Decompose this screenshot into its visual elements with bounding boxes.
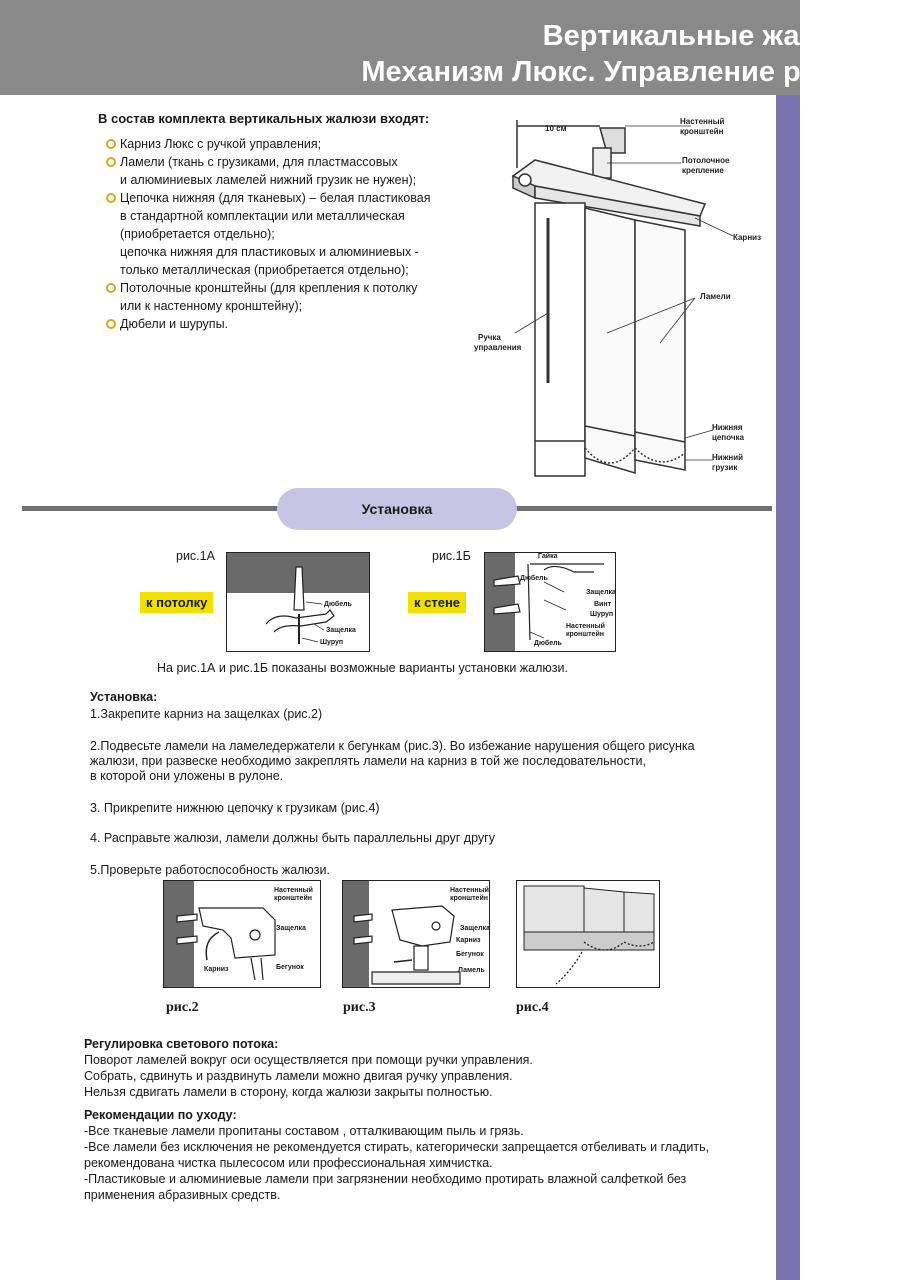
bottom-weight-label-2: грузик xyxy=(712,463,738,472)
step-5: 5.Проверьте работоспособность жалюзи. xyxy=(90,863,330,877)
light-line-2: Собрать, сдвинуть и раздвинуть ламели можно двигая ручку управления. xyxy=(84,1069,513,1083)
cornice-label: Карниз xyxy=(733,233,762,242)
fig3-wall-bracket-label-1: Настенный xyxy=(450,887,489,894)
fig3-slat-label: Ламель xyxy=(458,967,485,974)
page-title-line-1: Вертикальные жалюзи. xyxy=(542,20,883,52)
bullet-icon xyxy=(106,319,116,329)
fig1b-bolt-label: Винт xyxy=(594,601,612,608)
wall-bracket-label-2: кронштейн xyxy=(680,127,724,136)
fig2-wall-bracket-label-2: кронштейн xyxy=(274,895,312,902)
kit-item xyxy=(106,315,486,333)
kit-item-text: в стандартной комплектации или металлическая xyxy=(120,209,405,223)
fig3-caption: рис.3 xyxy=(343,1000,376,1015)
kit-item-text: только металлическая (приобретается отдельно); xyxy=(120,263,409,277)
fig1a-latch-label: Защелка xyxy=(326,627,356,634)
kit-contents-title: В состав комплекта вертикальных жалюзи входят: xyxy=(98,111,430,126)
slats-label: Ламели xyxy=(700,292,731,301)
kit-item-text: Потолочные кронштейны (для крепления к потолку xyxy=(120,281,418,295)
light-title: Регулировка светового потока: xyxy=(84,1037,279,1051)
handle-label-1: Ручка xyxy=(478,333,501,342)
ceiling-mount-label-2: крепление xyxy=(682,166,724,175)
fig2-latch-label: Защелка xyxy=(276,925,306,932)
wall-bracket-label-1: Настенный xyxy=(680,117,725,126)
fig1a-caption: рис.1А xyxy=(176,549,215,563)
fig1b-dowel-label-top: Дюбель xyxy=(520,575,548,582)
bullet-icon xyxy=(106,157,116,167)
care-line-2: -Все ламели без исключения не рекомендуется стирать, категорически запрещается отбеливать и гладить, xyxy=(84,1140,710,1154)
accent-strip xyxy=(776,95,800,1280)
kit-item-text: (приобретается отдельно); xyxy=(120,227,275,241)
fig4-caption: рис.4 xyxy=(516,1000,549,1015)
kit-item-text: Карниз Люкс с ручкой управления; xyxy=(120,137,322,151)
fig4-illustration xyxy=(516,880,660,988)
fig2-wall-bracket-label-1: Настенный xyxy=(274,887,313,894)
step-2-line-1: 2.Подвесьте ламели на ламеледержатели к бегункам (рис.3). Во избежание нарушения общего рисунка xyxy=(90,739,695,753)
fig1a-dowel-label: Дюбель xyxy=(324,601,352,608)
bottom-chain-label-2: цепочка xyxy=(712,433,744,442)
ceiling-mount-tag: к потолку xyxy=(140,592,213,613)
fig3-cornice-label: Карниз xyxy=(456,937,481,944)
bullet-icon xyxy=(106,283,116,293)
fig1b-wall-bracket-label-2: кронштейн xyxy=(566,631,604,638)
fig1a-screw-label: Шуруп xyxy=(320,639,344,646)
fig1b-dowel-label-bottom: Дюбель xyxy=(534,640,562,647)
fig1-note: На рис.1А и рис.1Б показаны возможные варианты установки жалюзи. xyxy=(157,661,568,675)
fig2-caption: рис.2 xyxy=(166,1000,199,1015)
bottom-weight-label-1: Нижний xyxy=(712,453,744,462)
kit-item-text: Ламели (ткань с грузиками, для пластмассовых xyxy=(120,155,398,169)
steps-title: Установка: xyxy=(90,690,158,704)
step-2-line-3: в которой они уложены в рулоне. xyxy=(90,769,284,783)
fig1b-latch-label: Защелка xyxy=(586,589,616,596)
kit-item xyxy=(106,135,486,153)
step-4: 4. Расправьте жалюзи, ламели должны быть параллельны друг другу xyxy=(90,831,495,845)
bullet-icon xyxy=(106,193,116,203)
fig1b-nut-label: Гайка xyxy=(538,553,558,560)
step-3: 3. Прикрепите нижнюю цепочку к грузикам (рис.4) xyxy=(90,801,380,815)
page-title-line-2: Механизм Люкс. Управление ручкой xyxy=(361,56,883,88)
kit-contents-list xyxy=(106,135,486,333)
step-1: 1.Закрепите карниз на защелках (рис.2) xyxy=(90,707,323,721)
dimension-label: 10 см xyxy=(545,124,567,133)
fig3-wall-bracket-label-2: кронштейн xyxy=(450,895,488,902)
ceiling-mount-label-1: Потолочное xyxy=(682,156,730,165)
fig2-cornice-label: Карниз xyxy=(204,966,229,973)
bottom-chain-label-1: Нижняя xyxy=(712,423,743,432)
fig3-latch-label: Защелка xyxy=(460,925,490,932)
care-line-5: применения абразивных средств. xyxy=(84,1188,281,1202)
kit-item-text: или к настенному кронштейну); xyxy=(120,299,303,313)
step-2-line-2: жалюзи, при развеске необходимо закреплять ламели на карниз в той же последовательности, xyxy=(90,754,646,768)
kit-item xyxy=(106,279,486,315)
bullet-icon xyxy=(106,139,116,149)
install-heading: Установка xyxy=(277,488,517,530)
fig3-runner-label: Бегунок xyxy=(456,951,484,958)
fig1b-screw-label: Шуруп xyxy=(590,611,614,618)
kit-item-text: Дюбели и шурупы. xyxy=(120,317,229,331)
kit-item-text: Цепочка нижняя (для тканевых) – белая пластиковая xyxy=(120,191,431,205)
light-line-3: Нельзя сдвигать ламели в сторону, когда жалюзи закрыты полностью. xyxy=(84,1085,493,1099)
care-title: Рекомендации по уходу: xyxy=(84,1108,237,1122)
fig1b-caption: рис.1Б xyxy=(432,549,471,563)
kit-item xyxy=(106,153,486,189)
fig2-runner-label: Бегунок xyxy=(276,964,304,971)
care-line-4: -Пластиковые и алюминиевые ламели при загрязнении необходимо протирать влажной салфеткой без xyxy=(84,1172,687,1186)
care-line-3: рекомендована чистка пылесосом или профессиональная химчистка. xyxy=(84,1156,493,1170)
handle-label-2: управления xyxy=(474,343,522,352)
care-line-1: -Все тканевые ламели пропитаны составом , отталкивающим пыль и грязь. xyxy=(84,1124,524,1138)
wall-mount-tag: к стене xyxy=(408,592,466,613)
kit-item-text: и алюминиевых ламелей нижний грузик не нужен); xyxy=(120,173,417,187)
fig1b-wall-bracket-label-1: Настенный xyxy=(566,623,605,630)
kit-item-text: цепочка нижняя для пластиковых и алюминиевых - xyxy=(120,245,419,259)
kit-item xyxy=(106,189,486,279)
light-line-1: Поворот ламелей вокруг оси осуществляется при помощи ручки управления. xyxy=(84,1053,533,1067)
